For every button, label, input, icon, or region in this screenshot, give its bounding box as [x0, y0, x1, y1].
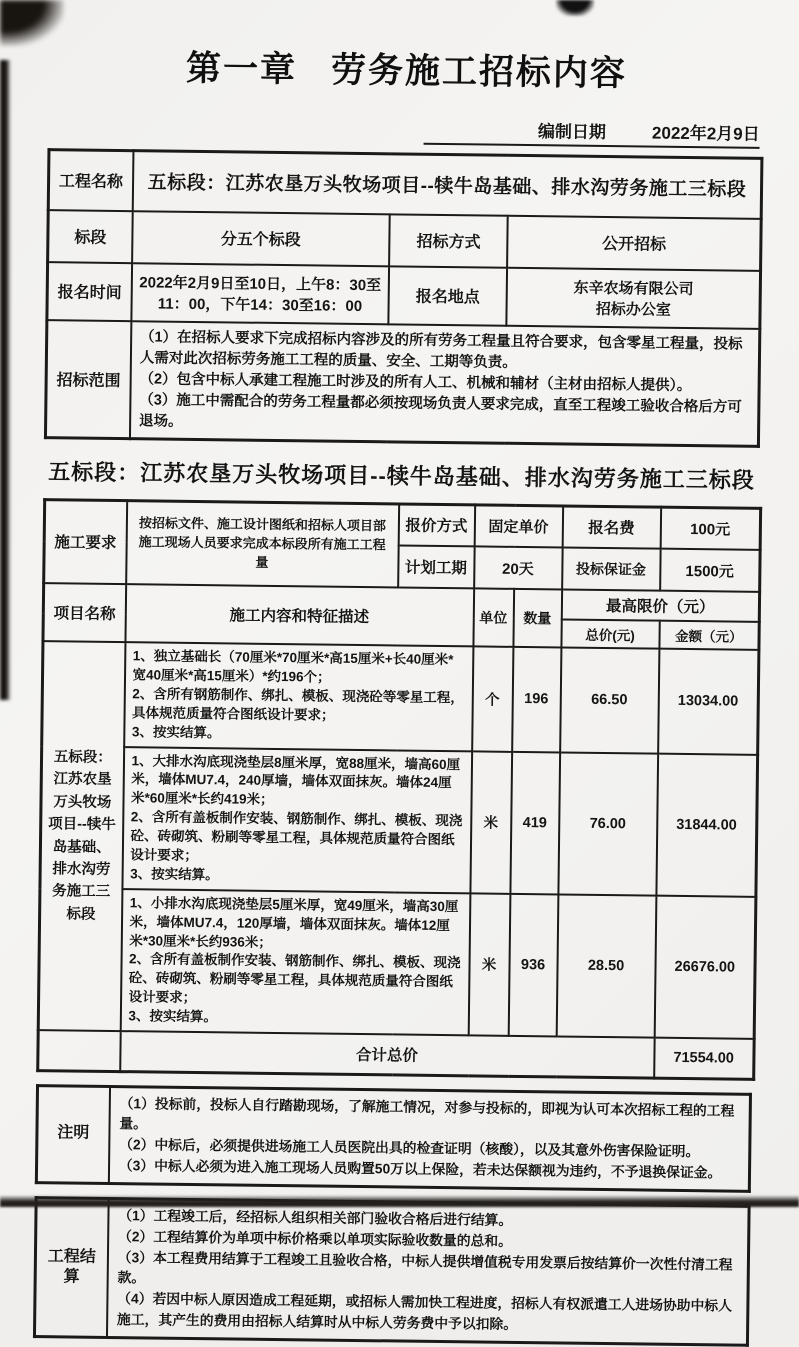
item-unit-price: 76.00 [557, 752, 657, 895]
signup-fee-value: 100元 [660, 507, 761, 550]
notes-table [34, 1084, 751, 1193]
total-row-empty-cell [37, 1030, 119, 1071]
item-quantity: 419 [509, 751, 559, 894]
compile-date-value: 2022年2月9日 [651, 119, 759, 145]
project-name-label: 工程名称 [48, 150, 133, 211]
total-label: 合计总价 [119, 1031, 653, 1078]
document-sheet [32, 0, 764, 1347]
item-unit-price: 28.50 [556, 894, 656, 1037]
col-header-project-name: 项目名称 [42, 583, 125, 642]
bid-bond-label: 投标保证金 [561, 548, 660, 591]
signup-time-value: 2022年2月9日至10日，上午8：30至 11：00，下午14：30至16：00 [131, 263, 389, 324]
signup-place-value: 东辛农场有限公司 招标办公室 [506, 267, 760, 328]
settlement-body: （1）工程竣工后，经招标人组织相关部门验收合格后进行结算。 （2）工程结算价为单项中标价格乘以单项实际验收数量的总和。 （3）本工程费用结算于工程竣工且验收合格，中标人提供增值税专用发票后按结算价一次性付清工程款。 （4）若因中标人原因造成工程延期，或招标人需加快工程进度，招标人有权派遣工人进场协助中标人施工，其产生的费用由招标人结算时从中标人劳务费中予以扣除。 [106, 1199, 748, 1346]
col-header-unit-price: 总价(元) [560, 620, 658, 649]
table-row [41, 641, 758, 754]
bid-bond-value: 1500元 [659, 549, 760, 592]
requirement-label: 施工要求 [43, 499, 126, 584]
table-row [45, 320, 759, 446]
project-name-value: 五标段：江苏农垦万头牧场项目--犊牛岛基础、排水沟劳务施工三标段 [132, 151, 761, 219]
plan-duration-value: 20天 [473, 546, 562, 589]
table-row [44, 499, 760, 550]
project-name-cell: 五标段：江苏农垦万头牧场项目--犊牛岛基础、排水沟劳务施工三标段 [38, 641, 125, 1031]
scan-artifact-corner [0, 0, 64, 46]
scan-artifact-left-edge [0, 60, 11, 700]
notes-label: 注明 [36, 1085, 109, 1184]
item-unit: 个 [471, 646, 512, 751]
col-header-description: 施工内容和特征描述 [124, 584, 473, 646]
bid-method-value: 公开招标 [507, 215, 761, 270]
col-header-quantity: 数量 [512, 589, 561, 648]
item-amount: 26676.00 [654, 895, 756, 1038]
tender-info-table [43, 148, 762, 447]
bid-detail-table [36, 498, 762, 1081]
quote-method-value: 固定单价 [474, 504, 563, 547]
item-amount: 13034.00 [657, 649, 758, 755]
chapter-number: 第一章 [185, 49, 296, 89]
settlement-table [32, 1196, 750, 1347]
settlement-label: 工程结算 [34, 1198, 108, 1338]
item-unit-price: 66.50 [559, 648, 658, 754]
item-amount: 31844.00 [655, 753, 757, 896]
compile-date-line [423, 116, 759, 149]
compile-date-label: 编制日期 [537, 117, 605, 143]
plan-duration-label: 计划工期 [397, 546, 474, 589]
table-row [47, 210, 761, 271]
table-row [46, 262, 760, 329]
item-unit: 米 [468, 893, 510, 1036]
section-heading: 五标段：江苏农垦万头牧场项目--犊牛岛基础、排水沟劳务施工三标段 [43, 455, 759, 495]
item-description: 1、独立基础长（70厘米*70厘米*高15厘米+长40厘米*宽40厘米*高15厘米）*约196个； 2、含所有钢筋制作、绑扎、模板、现浇砼等零星工程，具体规范质量符合图纸设计要求； 3、按实结算。 [123, 642, 472, 751]
table-row [38, 888, 756, 1039]
table-row [34, 1198, 749, 1346]
col-header-unit: 单位 [472, 588, 513, 646]
scan-artifact-top [556, 0, 594, 16]
total-row [37, 1030, 753, 1079]
chapter-title [48, 39, 765, 98]
signup-time-label: 报名时间 [46, 262, 131, 321]
scope-label: 招标范围 [45, 320, 131, 439]
total-value: 71554.00 [653, 1038, 753, 1079]
section-label: 标段 [47, 210, 132, 263]
col-header-amount: 金额（元） [658, 621, 758, 650]
item-description: 1、大排水沟底现浇垫层8厘米厚，宽88厘米，墙高60厘米，墙体MU7.4，240厚墙，墙体双面抹灰。墙体24厘米*60厘米*长约419米； 2、含所有盖板制作安装、钢筋制作、绑扎、模板、现浇砼、砖砌筑、粉刷等零星工程，具体规范质量符合图纸设计要求； 3、按实结算。 [121, 747, 471, 893]
signup-place-label: 报名地点 [388, 266, 507, 325]
chapter-name: 劳务施工招标内容 [330, 51, 626, 94]
quote-method-label: 报价方式 [398, 504, 475, 547]
section-value: 分五个标段 [131, 211, 389, 266]
table-row [48, 150, 762, 219]
item-unit: 米 [469, 751, 511, 894]
table-row [36, 1085, 750, 1191]
bid-method-label: 招标方式 [388, 214, 507, 267]
scan-artifact-bottom-edge [0, 1195, 799, 1207]
scope-value: （1）在招标人要求下完成招标内容涉及的所有劳务工程量且符合要求，包含零星工程量，投标人需对此次招标劳务施工工程的质量、安全、工期等负责。 （2）包含中标人承建工程施工时涉及的所有人工、机械和辅材（主材由招标人提供）。 （3）施工中需配合的劳务工程量都必须按现场负责人要求完成，直至工程竣工验收合格后方可退场。 [129, 321, 759, 446]
requirement-value: 按招标文件、施工设计图纸和招标人项目部施工现场人员要求完成本标段所有施工工程量 [125, 500, 398, 587]
notes-body: （1）投标前，投标人自行踏勘现场，了解施工情况，对参与投标的，即视为认可本次招标工程的工程量。 （2）中标后，必须提供进场施工人员医院出具的检查证明（核酸），以及其意外伤害保险证明。 （3）中标人必须为进入施工现场人员购置50万以上保险，若未达保额视为违约，不予退换保证金。 [108, 1086, 750, 1192]
col-header-max-price: 最高限价（元） [561, 590, 759, 622]
signup-fee-label: 报名费 [562, 506, 661, 549]
item-description: 1、小排水沟底现浇垫层5厘米厚，宽49厘米，墙高30厘米，墙体MU7.4，120厚墙，墙体双面抹灰。墙体12厘米*30厘米*长约936米； 2、含所有盖板制作安装、钢筋制作、绑扎、模板、现浇砼、砖砌筑、粉刷等零星工程，具体规范质量符合图纸设计要求； 3、按实结算。 [120, 889, 470, 1035]
item-quantity: 936 [508, 894, 558, 1037]
item-quantity: 196 [511, 647, 560, 752]
table-row [39, 746, 757, 897]
